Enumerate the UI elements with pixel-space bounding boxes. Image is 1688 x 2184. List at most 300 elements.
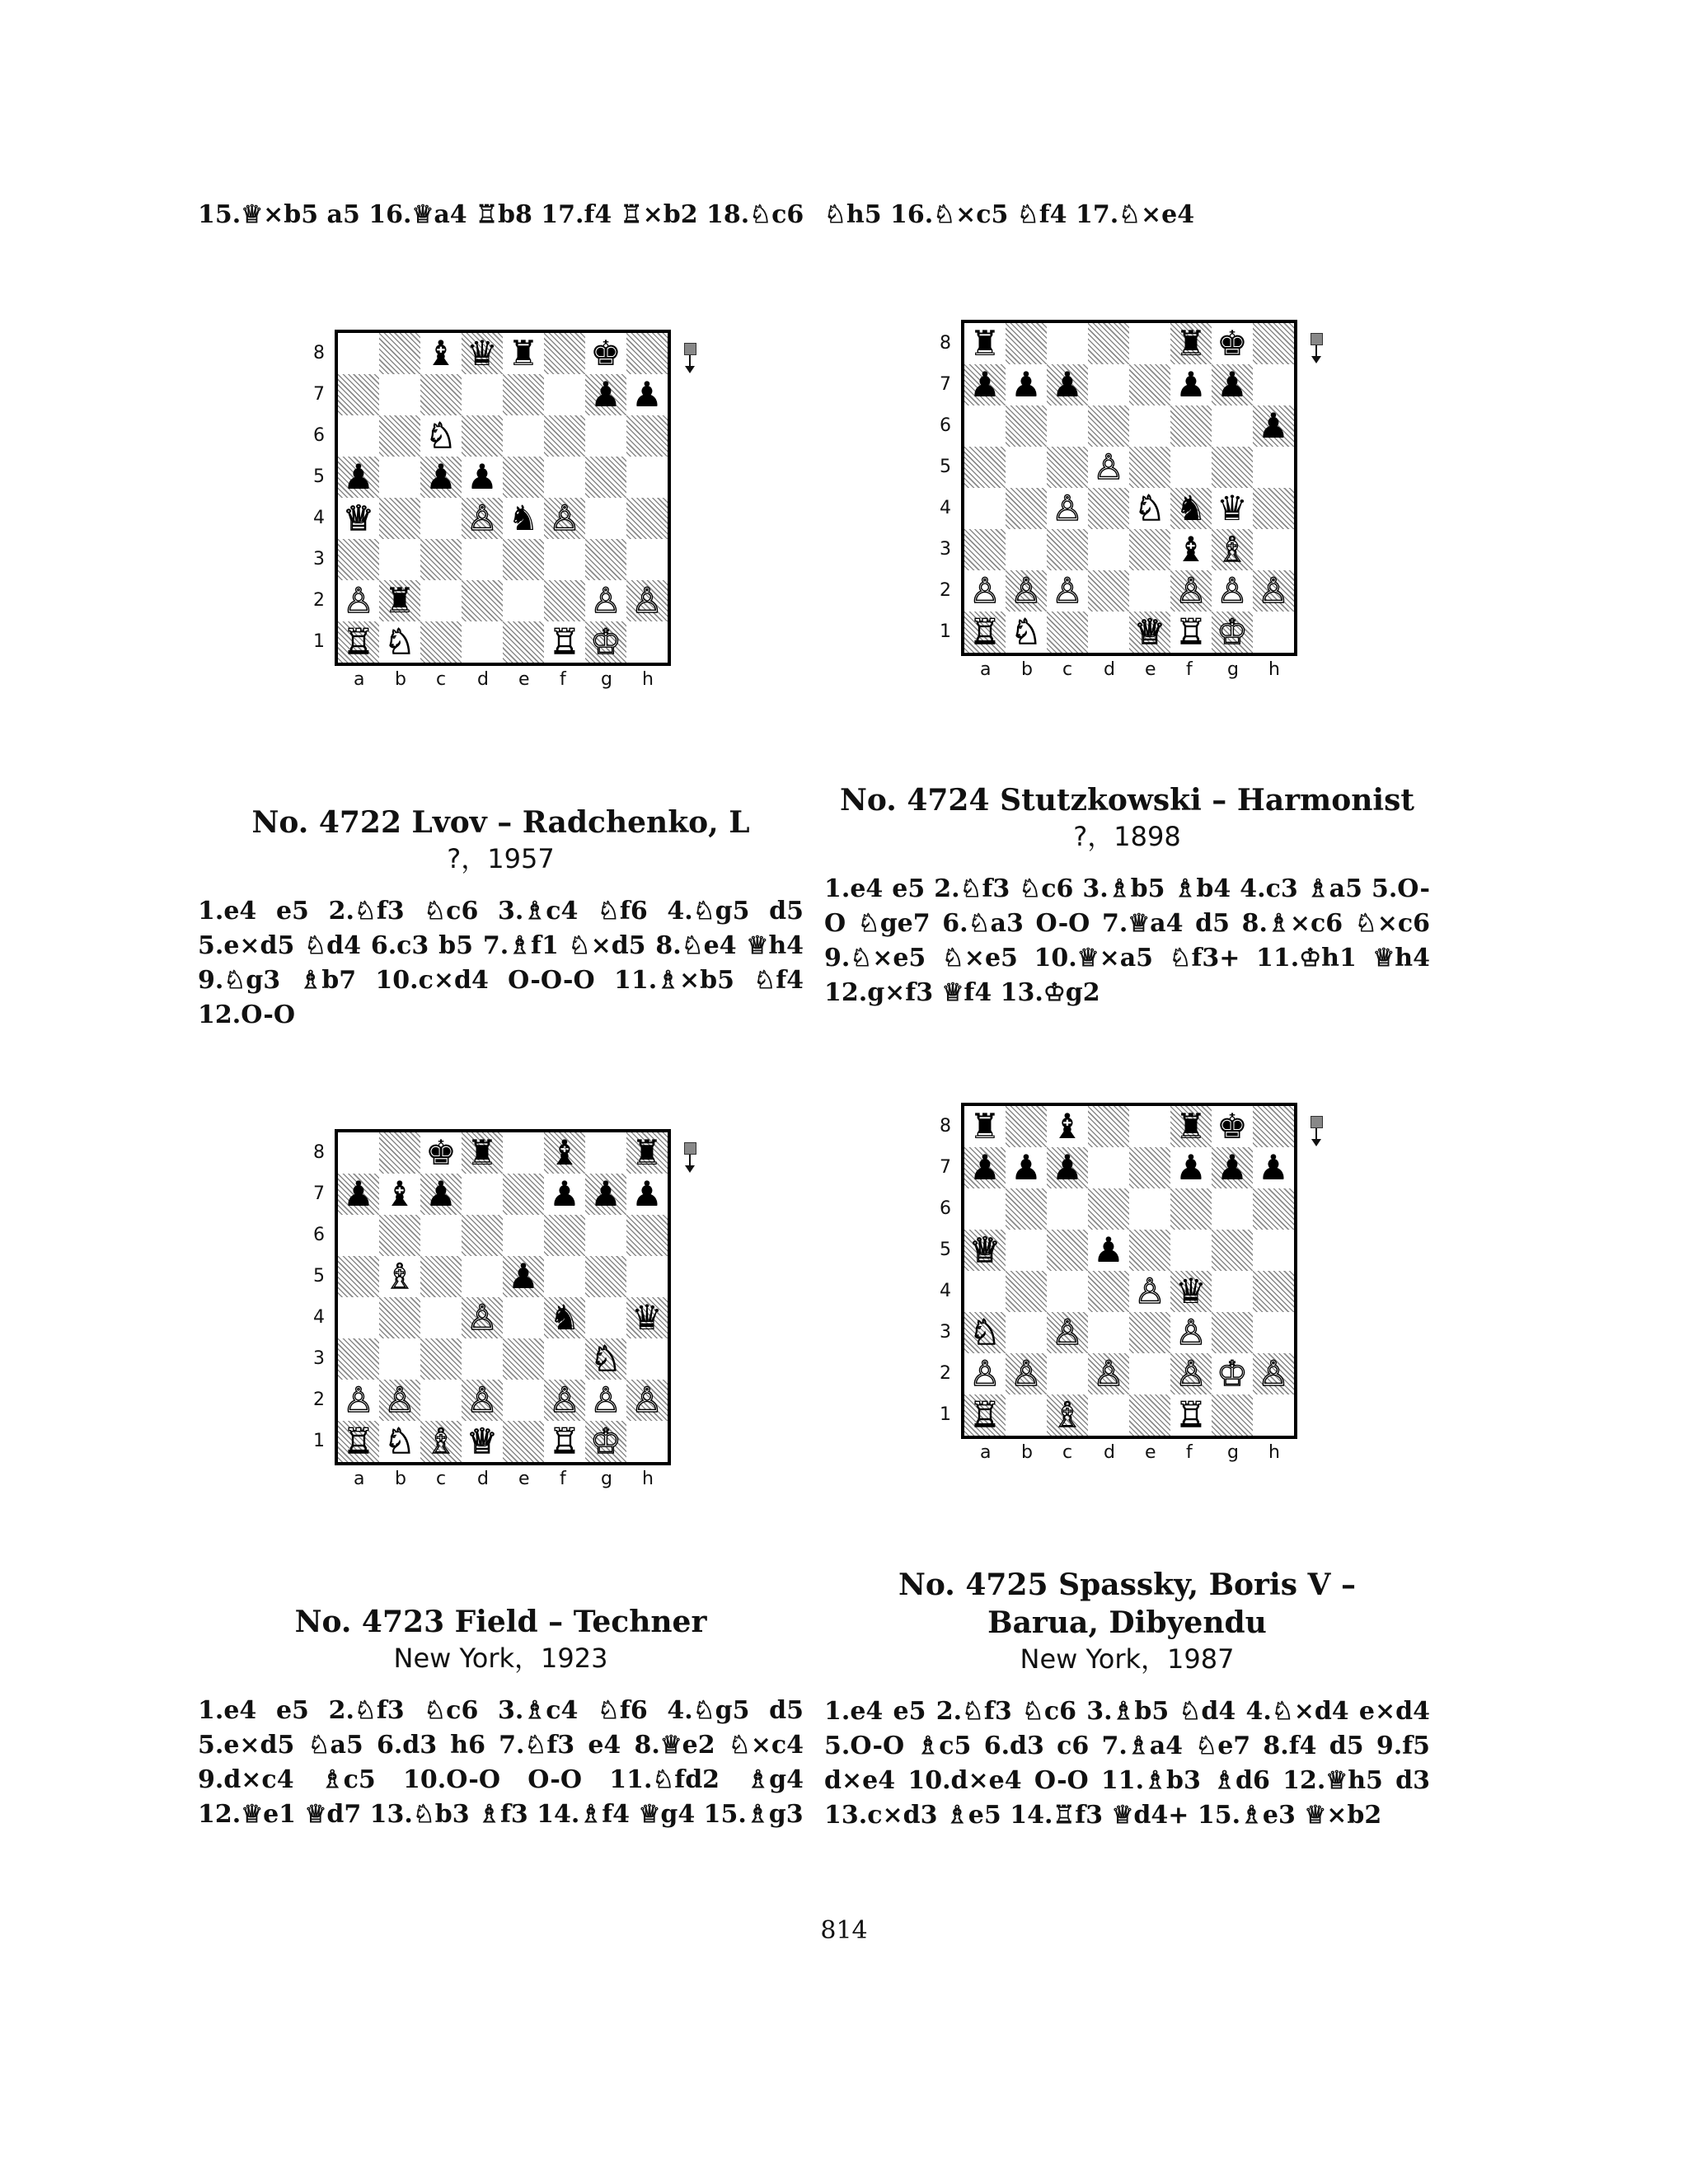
- square-g4: [1212, 488, 1253, 529]
- square-b3: [1006, 529, 1047, 570]
- rank-label: 4: [940, 1281, 951, 1301]
- square-g1: [1212, 612, 1253, 653]
- black-piece-f4: ♛: [1175, 1271, 1207, 1311]
- game-4722: [198, 804, 804, 1033]
- rank-label: 7: [940, 1157, 951, 1178]
- rank-label: 1: [940, 1404, 951, 1425]
- square-g2: [1212, 570, 1253, 612]
- square-f4: [1170, 488, 1212, 529]
- black-piece-g7: ♟: [590, 1174, 621, 1214]
- white-piece-f1: ♖: [549, 621, 580, 662]
- square-f3: [544, 1338, 585, 1380]
- square-c2: [420, 580, 462, 621]
- square-b2: [1006, 570, 1047, 612]
- square-c4: [1047, 1271, 1088, 1312]
- white-piece-a1: ♖: [969, 612, 1001, 652]
- square-e5: [503, 457, 544, 498]
- square-d1: [462, 1421, 503, 1462]
- square-c8: [1047, 1106, 1088, 1147]
- rank-label: 6: [313, 425, 325, 446]
- square-e6: [1129, 405, 1170, 447]
- black-piece-h8: ♜: [631, 1132, 663, 1173]
- square-c4: [420, 498, 462, 539]
- game-moves: 1.e4 e5 2.♘f3 ♘c6 3.♗b5 ♗b4 4.c3 ♗a5 5.O-O ♘ge7 6.♘a3 O-O 7.♕a4 d5 8.♗×c6 ♘×c6 9.♘×e5 ♘×e5 10.♕×a5 ♘f3+ 11.♔h1 ♕h4 12.g×f3 ♕f4 13.♔g2: [824, 874, 1430, 1007]
- square-h5: [626, 1256, 668, 1297]
- square-a8: [964, 323, 1006, 364]
- square-c6: [420, 1215, 462, 1256]
- file-label: a: [354, 669, 365, 690]
- square-h8: [626, 1132, 668, 1174]
- rank-label: 4: [940, 498, 951, 518]
- square-f3: [544, 539, 585, 580]
- turn-square-icon: [1311, 333, 1323, 345]
- black-piece-c8: ♝: [425, 333, 457, 373]
- file-label: a: [980, 659, 992, 680]
- square-b3: [1006, 1312, 1047, 1353]
- square-c4: [1047, 488, 1088, 529]
- black-piece-g7: ♟: [1217, 1147, 1248, 1188]
- rank-label: 5: [313, 466, 325, 487]
- square-f7: [1170, 364, 1212, 405]
- black-piece-d8: ♛: [467, 333, 498, 373]
- square-c2: [420, 1380, 462, 1421]
- square-g6: [585, 1215, 626, 1256]
- chess-board: [335, 1129, 671, 1465]
- black-piece-a8: ♜: [969, 323, 1001, 363]
- square-e3: [503, 539, 544, 580]
- square-e5: [1129, 447, 1170, 488]
- white-piece-f1: ♖: [1175, 1394, 1207, 1435]
- square-c5: [420, 457, 462, 498]
- rank-label: 5: [940, 457, 951, 477]
- square-a5: [338, 1256, 379, 1297]
- square-f6: [1170, 405, 1212, 447]
- square-h7: [1253, 1147, 1294, 1188]
- rank-label: 8: [940, 333, 951, 354]
- square-g3: [585, 1338, 626, 1380]
- square-a3: [338, 1338, 379, 1380]
- square-b8: [1006, 1106, 1047, 1147]
- game-title: No. 4722 Lvov – Radchenko, L: [251, 805, 750, 840]
- square-h6: [626, 415, 668, 457]
- square-e6: [1129, 1188, 1170, 1230]
- square-b6: [379, 415, 420, 457]
- white-piece-a2: ♙: [969, 570, 1001, 611]
- square-e1: [1129, 1394, 1170, 1436]
- black-piece-h7: ♟: [631, 374, 663, 415]
- game-4723: [198, 1603, 804, 1832]
- rank-label: 3: [313, 1348, 325, 1369]
- square-g7: [1212, 1147, 1253, 1188]
- square-e2: [503, 1380, 544, 1421]
- white-piece-h2: ♙: [1258, 570, 1289, 611]
- square-b6: [1006, 1188, 1047, 1230]
- file-label: g: [1227, 659, 1239, 680]
- square-b7: [1006, 364, 1047, 405]
- square-c3: [1047, 1312, 1088, 1353]
- white-piece-b5: ♗: [384, 1256, 415, 1296]
- black-piece-b7: ♝: [384, 1174, 415, 1214]
- square-g1: [585, 621, 626, 663]
- square-h6: [1253, 1188, 1294, 1230]
- square-d2: [462, 580, 503, 621]
- file-label: b: [395, 1469, 406, 1489]
- square-f4: [544, 1297, 585, 1338]
- square-a5: [338, 457, 379, 498]
- black-piece-h6: ♟: [1258, 405, 1289, 446]
- white-piece-f4: ♙: [549, 498, 580, 538]
- black-piece-b7: ♟: [1010, 1147, 1042, 1188]
- square-f5: [544, 457, 585, 498]
- square-h1: [1253, 1394, 1294, 1436]
- square-g8: [585, 333, 626, 374]
- white-piece-h2: ♙: [1258, 1353, 1289, 1394]
- square-g3: [585, 539, 626, 580]
- square-e2: [503, 580, 544, 621]
- white-piece-d2: ♙: [1093, 1353, 1124, 1394]
- white-piece-g1: ♔: [590, 1421, 621, 1461]
- square-h5: [626, 457, 668, 498]
- square-c1: [1047, 1394, 1088, 1436]
- square-a8: [338, 333, 379, 374]
- white-piece-c2: ♙: [1052, 570, 1083, 611]
- white-piece-d2: ♙: [467, 1380, 498, 1420]
- square-b5: [379, 457, 420, 498]
- square-h3: [1253, 1312, 1294, 1353]
- square-h4: [626, 1297, 668, 1338]
- square-g4: [585, 498, 626, 539]
- black-piece-f3: ♝: [1175, 529, 1207, 569]
- square-f1: [1170, 1394, 1212, 1436]
- square-b6: [379, 1215, 420, 1256]
- square-f6: [544, 415, 585, 457]
- square-c3: [420, 1338, 462, 1380]
- black-piece-d5: ♟: [467, 457, 498, 497]
- white-piece-a1: ♖: [343, 1421, 374, 1461]
- square-a2: [338, 1380, 379, 1421]
- file-label: a: [980, 1442, 992, 1463]
- square-a6: [338, 415, 379, 457]
- white-piece-d4: ♙: [467, 498, 498, 538]
- square-c2: [1047, 570, 1088, 612]
- square-d5: [1088, 1230, 1129, 1271]
- file-label: e: [518, 1469, 530, 1489]
- square-c6: [420, 415, 462, 457]
- rank-label: 4: [313, 1307, 325, 1328]
- square-h3: [626, 539, 668, 580]
- game-title: No. 4724 Stutzkowski – Harmonist: [839, 783, 1414, 818]
- square-h3: [1253, 529, 1294, 570]
- square-a3: [964, 1312, 1006, 1353]
- square-e2: [1129, 570, 1170, 612]
- square-g6: [585, 415, 626, 457]
- square-b4: [379, 1297, 420, 1338]
- square-g7: [1212, 364, 1253, 405]
- turn-square-icon: [1311, 1116, 1323, 1128]
- square-a1: [338, 1421, 379, 1462]
- black-piece-f7: ♟: [1175, 364, 1207, 405]
- white-piece-f1: ♖: [549, 1421, 580, 1461]
- square-b1: [1006, 1394, 1047, 1436]
- game-4725: [824, 1566, 1430, 1833]
- game-header: [198, 804, 804, 876]
- square-h2: [626, 580, 668, 621]
- square-d4: [1088, 488, 1129, 529]
- square-f6: [544, 1215, 585, 1256]
- square-h8: [1253, 323, 1294, 364]
- file-label: c: [436, 1469, 447, 1489]
- white-piece-e1: ♕: [1134, 612, 1165, 652]
- rank-label: 4: [313, 508, 325, 528]
- square-f5: [544, 1256, 585, 1297]
- square-d3: [462, 1338, 503, 1380]
- white-piece-c6: ♘: [425, 415, 457, 456]
- square-d4: [462, 1297, 503, 1338]
- continuation-moves-right: ♘h5 16.♘×c5 ♘f4 17.♘×e4: [824, 200, 1195, 229]
- square-e8: [503, 1132, 544, 1174]
- file-label: c: [436, 669, 447, 690]
- white-piece-b2: ♙: [1010, 1353, 1042, 1394]
- rank-label: 5: [940, 1240, 951, 1260]
- square-h6: [1253, 405, 1294, 447]
- square-c7: [420, 374, 462, 415]
- square-f1: [544, 621, 585, 663]
- square-c7: [420, 1174, 462, 1215]
- square-f4: [1170, 1271, 1212, 1312]
- square-d4: [462, 498, 503, 539]
- square-b3: [379, 1338, 420, 1380]
- square-d8: [462, 1132, 503, 1174]
- down-arrow-icon: [689, 1155, 691, 1171]
- square-d8: [1088, 1106, 1129, 1147]
- square-e7: [503, 374, 544, 415]
- square-c8: [1047, 323, 1088, 364]
- square-f5: [1170, 447, 1212, 488]
- black-piece-a8: ♜: [969, 1106, 1001, 1146]
- square-c3: [420, 539, 462, 580]
- white-piece-b2: ♙: [1010, 570, 1042, 611]
- game-header: [824, 781, 1430, 854]
- square-c5: [1047, 1230, 1088, 1271]
- rank-label: 6: [940, 1198, 951, 1219]
- square-h7: [626, 374, 668, 415]
- black-piece-e8: ♜: [508, 333, 539, 373]
- rank-label: 5: [313, 1266, 325, 1286]
- white-piece-b2: ♙: [384, 1380, 415, 1420]
- square-a4: [964, 1271, 1006, 1312]
- square-g5: [1212, 447, 1253, 488]
- black-piece-f7: ♟: [1175, 1147, 1207, 1188]
- square-e4: [503, 1297, 544, 1338]
- square-b5: [1006, 447, 1047, 488]
- file-label: h: [1268, 1442, 1280, 1463]
- square-c6: [1047, 405, 1088, 447]
- square-c1: [420, 1421, 462, 1462]
- square-a8: [964, 1106, 1006, 1147]
- square-g4: [585, 1297, 626, 1338]
- square-e4: [1129, 488, 1170, 529]
- square-e7: [1129, 364, 1170, 405]
- square-h7: [1253, 364, 1294, 405]
- square-d8: [462, 333, 503, 374]
- white-piece-c4: ♙: [1052, 488, 1083, 528]
- rank-label: 6: [313, 1225, 325, 1245]
- game-header: [198, 1603, 804, 1675]
- game-event: New York，1923: [393, 1643, 608, 1674]
- square-h3: [626, 1338, 668, 1380]
- game-event: ?，1957: [447, 843, 555, 874]
- square-c2: [1047, 1353, 1088, 1394]
- square-b6: [1006, 405, 1047, 447]
- square-d7: [462, 374, 503, 415]
- black-piece-g4: ♛: [1217, 488, 1248, 528]
- white-piece-h2: ♙: [631, 580, 663, 621]
- square-g5: [1212, 1230, 1253, 1271]
- black-piece-g7: ♟: [590, 374, 621, 415]
- square-a4: [338, 498, 379, 539]
- square-b4: [379, 498, 420, 539]
- black-piece-e4: ♞: [508, 498, 539, 538]
- square-g1: [1212, 1394, 1253, 1436]
- rank-label: 8: [313, 343, 325, 363]
- square-a3: [964, 529, 1006, 570]
- square-d2: [1088, 1353, 1129, 1394]
- square-b1: [1006, 612, 1047, 653]
- white-piece-g2: ♙: [590, 1380, 621, 1420]
- square-d1: [1088, 612, 1129, 653]
- square-e7: [503, 1174, 544, 1215]
- square-f3: [1170, 1312, 1212, 1353]
- black-piece-f4: ♞: [549, 1297, 580, 1338]
- continuation-moves-left: 15.♕×b5 a5 16.♕a4 ♖b8 17.f4 ♖×b2 18.♘c6: [198, 200, 804, 229]
- square-f6: [1170, 1188, 1212, 1230]
- square-b3: [379, 539, 420, 580]
- square-d5: [462, 457, 503, 498]
- square-e4: [503, 498, 544, 539]
- top-moves-right-column: [824, 198, 1430, 232]
- white-piece-c1: ♗: [1052, 1394, 1083, 1435]
- square-f1: [544, 1421, 585, 1462]
- down-arrow-icon: [1315, 1128, 1317, 1145]
- black-piece-f8: ♜: [1175, 323, 1207, 363]
- file-label: b: [1021, 659, 1033, 680]
- rank-label: 6: [940, 415, 951, 436]
- rank-label: 8: [313, 1142, 325, 1163]
- black-piece-f8: ♜: [1175, 1106, 1207, 1146]
- square-a7: [964, 1147, 1006, 1188]
- file-label: f: [560, 1469, 566, 1489]
- chess-board: [961, 320, 1297, 656]
- square-g7: [585, 374, 626, 415]
- square-g6: [1212, 1188, 1253, 1230]
- file-label: g: [1227, 1442, 1239, 1463]
- black-piece-c8: ♝: [1052, 1106, 1083, 1146]
- square-a1: [338, 621, 379, 663]
- square-f8: [1170, 1106, 1212, 1147]
- square-f2: [1170, 1353, 1212, 1394]
- rank-label: 2: [940, 1363, 951, 1384]
- square-a1: [964, 612, 1006, 653]
- file-label: b: [395, 669, 406, 690]
- square-b4: [1006, 1271, 1047, 1312]
- white-piece-c3: ♙: [1052, 1312, 1083, 1352]
- black-piece-f8: ♝: [549, 1132, 580, 1173]
- square-e6: [503, 415, 544, 457]
- black-piece-a7: ♟: [343, 1174, 374, 1214]
- top-moves-left-column: [198, 198, 804, 232]
- square-f2: [1170, 570, 1212, 612]
- rank-label: 1: [313, 631, 325, 652]
- square-e6: [503, 1215, 544, 1256]
- square-d4: [1088, 1271, 1129, 1312]
- square-g6: [1212, 405, 1253, 447]
- square-e7: [1129, 1147, 1170, 1188]
- square-g8: [1212, 1106, 1253, 1147]
- square-a6: [964, 1188, 1006, 1230]
- rank-label: 3: [940, 539, 951, 560]
- white-piece-b1: ♘: [1010, 612, 1042, 652]
- black-piece-d5: ♟: [1093, 1230, 1124, 1270]
- square-h5: [1253, 447, 1294, 488]
- game-title: No. 4725 Spassky, Boris V – Barua, Dibyendu: [898, 1568, 1356, 1640]
- square-b7: [1006, 1147, 1047, 1188]
- square-b5: [1006, 1230, 1047, 1271]
- black-piece-c7: ♟: [425, 1174, 457, 1214]
- white-piece-d5: ♙: [1093, 447, 1124, 487]
- square-d1: [1088, 1394, 1129, 1436]
- file-label: a: [354, 1469, 365, 1489]
- white-piece-a1: ♖: [969, 1394, 1001, 1435]
- square-b7: [379, 374, 420, 415]
- square-g2: [585, 1380, 626, 1421]
- square-g8: [585, 1132, 626, 1174]
- game-header: [824, 1566, 1430, 1676]
- square-h1: [626, 621, 668, 663]
- square-b1: [379, 621, 420, 663]
- white-piece-g1: ♔: [590, 621, 621, 662]
- square-a5: [964, 1230, 1006, 1271]
- white-piece-b1: ♘: [384, 1421, 415, 1461]
- turn-square-icon: [684, 343, 696, 355]
- turn-square-icon: [684, 1142, 696, 1155]
- square-d7: [462, 1174, 503, 1215]
- square-e8: [503, 333, 544, 374]
- square-e8: [1129, 1106, 1170, 1147]
- file-label: e: [518, 669, 530, 690]
- square-b2: [379, 580, 420, 621]
- square-b8: [1006, 323, 1047, 364]
- file-label: d: [1104, 1442, 1115, 1463]
- square-h4: [626, 498, 668, 539]
- square-a6: [338, 1215, 379, 1256]
- square-d2: [462, 1380, 503, 1421]
- black-piece-c5: ♟: [425, 457, 457, 497]
- rank-label: 7: [313, 384, 325, 405]
- down-arrow-icon: [689, 355, 691, 372]
- square-h2: [1253, 1353, 1294, 1394]
- square-c5: [1047, 447, 1088, 488]
- black-piece-g8: ♚: [1217, 1106, 1248, 1146]
- side-to-move-indicator: [684, 1142, 696, 1171]
- black-piece-c7: ♟: [1052, 364, 1083, 405]
- square-a7: [338, 374, 379, 415]
- square-b2: [379, 1380, 420, 1421]
- rank-label: 2: [313, 1390, 325, 1410]
- chess-board: [335, 330, 671, 666]
- game-event: ?，1898: [1073, 821, 1181, 852]
- white-piece-a3: ♘: [969, 1312, 1001, 1352]
- square-f3: [1170, 529, 1212, 570]
